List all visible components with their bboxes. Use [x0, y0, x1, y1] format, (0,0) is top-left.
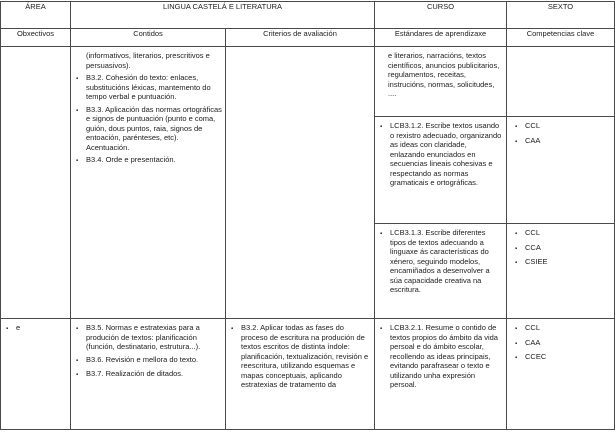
header-cell-subject: LINGUA CASTELÁ E LITERATURA — [71, 2, 375, 29]
estandares-continuation-text: e literarios, narracións, textos científicos, anuncios publicitarios, regulamentos, receitas, instrucións, normas, solicitudes, .... — [388, 51, 500, 98]
contidos-item-text: B3.4. Orde e presentación. — [86, 155, 176, 164]
contidos-item-text: B3.7. Realización de ditados. — [86, 369, 184, 378]
column-header-estandares: Estándares de aprendizaxe — [375, 29, 507, 47]
list-item — [380, 323, 503, 390]
competencia-label: CAA — [525, 135, 541, 145]
list-item — [380, 121, 503, 188]
body-row-1a — [1, 47, 615, 117]
list-item — [76, 105, 222, 153]
bullet-icon — [76, 323, 86, 352]
bullet-icon — [515, 352, 525, 364]
list-item — [76, 369, 222, 381]
bullet-icon — [515, 338, 525, 350]
list-item — [515, 352, 611, 364]
competencia-label: CCA — [525, 242, 541, 252]
header-row-2 — [1, 29, 615, 47]
list-item — [6, 323, 67, 335]
list-item — [515, 323, 611, 335]
header-row-1 — [1, 2, 615, 29]
bullet-icon — [515, 136, 525, 148]
estandar-text: LCB3.1.3. Escribe diferentes tipos de textos adecuando a linguaxe ás características do xénero, seguindo modelos, encamiñados a desenvolver a súa capacidade creativa na escritura. — [390, 228, 490, 294]
list-item — [76, 73, 222, 102]
bullet-icon — [515, 243, 525, 255]
list-item — [515, 136, 611, 148]
competencia-label: CCL — [525, 323, 541, 332]
contidos-continuation-text: (informativos, literarios, prescritivos e persuasivos). — [86, 51, 210, 70]
list-item — [76, 355, 222, 367]
column-header-obxectivos: Obxectivos — [1, 29, 71, 47]
competencia-label: CCEC — [525, 352, 547, 361]
estandar-text: LCB3.2.1. Resume o contido de textos propios do ámbito da vida persoal e do ámbito escolar, recollendo as ideas principais, evitando parafrasear o texto e utilizando unha expresión persoal. — [390, 323, 498, 389]
estandar-text: LCB3.1.2. Escribe textos usando o rexistro adecuado, organizando as ideas con claridade, enlazando enunciados en secuencias lineais cohesivas e respectando as normas gramaticais e ortográficas. — [390, 121, 502, 187]
criterio-text: B3.2. Aplicar todas as fases do proceso de escritura na produción de textos escritos de distinta índole: planificación, textualización, revisión e reescritura, utilizando esquemas e mapas conceptuais, aplicando estratexias de tratamento da — [241, 323, 369, 389]
list-item — [515, 243, 611, 255]
list-item — [515, 121, 611, 133]
competencia-label: CSIEE — [525, 257, 548, 266]
competencias-cell-block2 — [507, 319, 615, 430]
estandares-cell-block2 — [375, 319, 507, 430]
bullet-icon — [380, 228, 390, 295]
bullet-icon — [76, 73, 86, 102]
contidos-item-text: B3.2. Cohesión do texto: enlaces, substitucións léxicas, mantemento do tempo verbal e puntuación. — [86, 73, 211, 101]
list-item — [380, 228, 503, 295]
obxectivo-label: e — [16, 323, 21, 332]
obxectivos-cell-empty — [1, 47, 71, 319]
estandares-cell-lcb313 — [375, 224, 507, 319]
criterios-cell-block2 — [226, 319, 375, 430]
obxectivos-cell-block2 — [1, 319, 71, 430]
contidos-item-text: B3.3. Aplicación das normas ortográficas e signos de puntuación (punto e coma, guión, dous puntos, raia, signos de entoación, parénteses, etc). Acentuación. — [86, 104, 222, 152]
estandares-cell-lcb312 — [375, 117, 507, 224]
bullet-icon — [515, 257, 525, 269]
competencias-cell-empty — [507, 47, 615, 117]
list-item — [231, 323, 371, 390]
column-header-competencias: Competencias clave — [507, 29, 615, 47]
contidos-item-text: B3.6. Revisión e mellora do texto. — [86, 354, 199, 364]
estandares-cell-continuation — [375, 47, 507, 117]
competencias-cell-lcb312 — [507, 117, 615, 224]
bullet-icon — [6, 323, 16, 335]
column-header-contidos: Contidos — [71, 29, 226, 47]
list-item — [515, 338, 611, 350]
list-item — [515, 257, 611, 269]
header-cell-area: ÁREA — [1, 2, 71, 29]
body-row-2 — [1, 319, 615, 430]
bullet-icon — [515, 323, 525, 335]
bullet-icon — [76, 369, 86, 381]
criterios-cell-empty — [226, 47, 375, 319]
contidos-item-text: B3.5. Normas e estratexias para a produción de textos: planificación (función, destinatario, estrutura...). — [86, 323, 201, 351]
competencia-label: CCL — [525, 121, 541, 130]
list-item — [76, 155, 222, 167]
bullet-icon — [231, 323, 241, 390]
bullet-icon — [380, 121, 390, 188]
curriculum-table — [0, 1, 615, 430]
bullet-icon — [515, 228, 525, 240]
list-item — [76, 323, 222, 352]
bullet-icon — [76, 355, 86, 367]
header-cell-nivel: SEXTO — [507, 2, 615, 29]
header-cell-curso: CURSO — [375, 2, 507, 29]
column-header-criterios: Criterios de avaliación — [226, 29, 375, 47]
bullet-icon — [515, 121, 525, 133]
competencia-label: CAA — [525, 337, 541, 347]
contidos-cell-block2 — [71, 319, 226, 430]
list-item — [515, 228, 611, 240]
bullet-icon — [76, 155, 86, 167]
competencia-label: CCL — [525, 228, 541, 237]
bullet-icon — [76, 105, 86, 153]
contidos-cell-block1 — [71, 47, 226, 319]
bullet-icon — [380, 323, 390, 390]
competencias-cell-lcb313 — [507, 224, 615, 319]
